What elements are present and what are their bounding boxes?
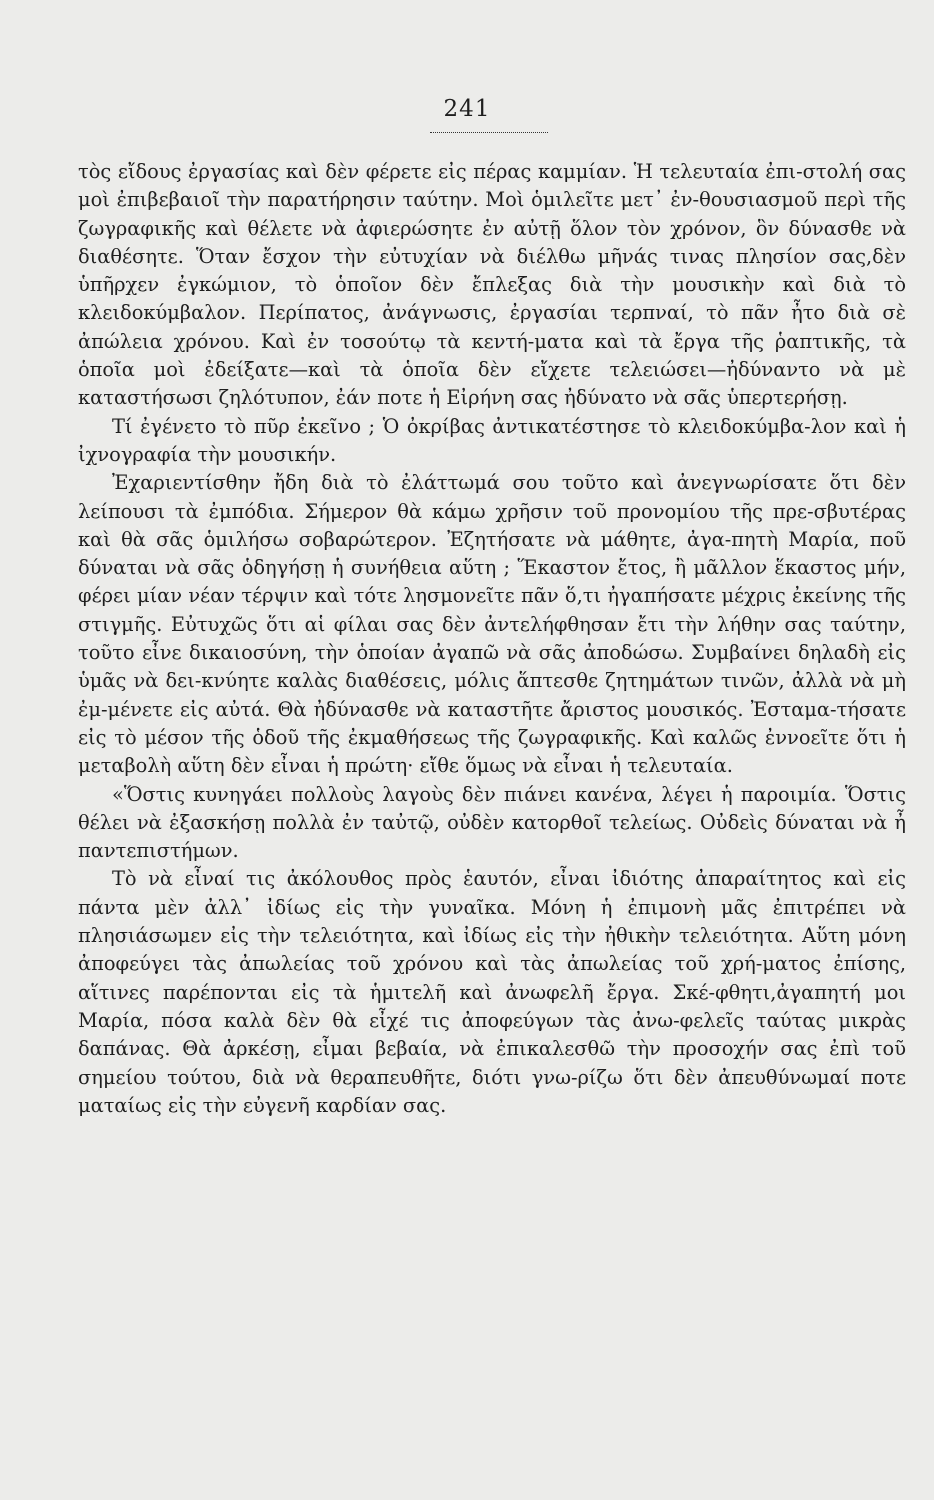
paragraph-1: τὸς εἴδους ἐργασίας καὶ δὲν φέρετε εἰς πέρας καμμίαν. Ἡ τελευταία ἐπι-στολή σας μοὶ ἐπιβεβαιοῖ τὴν παρατήρησιν ταύτην. Μοὶ ὁμιλεῖτε μετ᾽ ἐν-θουσιασμοῦ περὶ τῆς ζωγραφικῆς καὶ θέλετε νὰ ἀφιερώσητε ἐν αὐτῇ ὅλον τὸν χρόνον, ὃν δύνασθε νὰ διαθέσητε. Ὅταν ἔσχον τὴν εὐτυχίαν νὰ διέλθω μῆνάς τινας πλησίον σας,δὲν ὑπῆρχεν ἐγκώμιον, τὸ ὁποῖον δὲν ἔπλεξας διὰ τὴν μουσικὴν καὶ διὰ τὸ κλειδοκύμβαλον. Περίπατος, ἀνάγνωσις, ἐργασίαι τερπναί, τὸ πᾶν ἦτο διὰ σὲ ἀπώλεια χρόνου. Καὶ ἐν τοσούτῳ τὰ κεντή-ματα καὶ τὰ ἔργα τῆς ῥαπτικῆς, τὰ ὁποῖα μοὶ ἐδείξατε—καὶ τὰ ὁποῖα δὲν εἴχετε τελειώσει—ἠδύναντο νὰ μὲ καταστήσωσι ζηλότυπον, ἐάν ποτε ἡ Εἰρήνη σας ἠδύνατο νὰ σᾶς ὑπερτερήσῃ. [78,160,906,410]
paragraph-5: Τὸ νὰ εἶναί τις ἀκόλουθος πρὸς ἑαυτόν, εἶναι ἰδιότης ἀπαραίτητος καὶ εἰς πάντα μὲν ἀλλ᾽ ἰδίως εἰς τὴν γυναῖκα. Μόνη ἡ ἐπιμονὴ μᾶς ἐπιτρέπει νὰ πλησιάσωμεν εἰς τὴν τελειότητα, καὶ ἰδίως εἰς τὴν ἠθικὴν τελειότητα. Αὕτη μόνη ἀποφεύγει τὰς ἀπωλείας τοῦ χρόνου καὶ τὰς ἀπωλείας τοῦ χρή-ματος ἐπίσης, αἵτινες παρέπονται εἰς τὰ ἡμιτελῆ καὶ ἀνωφελῆ ἔργα. Σκέ-φθητι,ἀγαπητή μοι Μαρία, πόσα καλὰ δὲν θὰ εἶχέ τις ἀποφεύγων τὰς ἀνω-φελεῖς ταύτας μικρὰς δαπάνας. Θὰ ἀρκέσῃ, εἶμαι βεβαία, νὰ ἐπικαλεσθῶ τὴν προσοχήν σας ἐπὶ τοῦ σημείου τούτου, διὰ νὰ θεραπευθῆτε, διότι γνω-ρίζω ὅτι δὲν ἀπευθύνωμαί ποτε ματαίως εἰς τὴν εὐγενῆ καρδίαν σας. [78,867,906,1117]
paragraph-2: Τί ἐγένετο τὸ πῦρ ἐκεῖνο ; Ὁ ὀκρίβας ἀντικατέστησε τὸ κλειδοκύμβα-λον καὶ ἡ ἰχνογραφία τὴν μουσικήν. [78,414,906,466]
body-text [78,158,906,1120]
paragraph-3: Ἐχαριεντίσθην ἤδη διὰ τὸ ἐλάττωμά σου τοῦτο καὶ ἀνεγνωρίσατε ὅτι δὲν λείπουσι τὰ ἐμπόδια. Σήμερον θὰ κάμω χρῆσιν τοῦ προνομίου τῆς πρε-σβυτέρας καὶ θὰ σᾶς ὁμιλήσω σοβαρώτερον. Ἐζητήσατε νὰ μάθητε, ἀγα-πητὴ Μαρία, ποῦ δύναται νὰ σᾶς ὁδηγήσῃ ἡ συνήθεια αὕτη ; Ἕκαστον ἔτος, ἢ μᾶλλον ἕκαστος μήν, φέρει μίαν νέαν τέρψιν καὶ τότε λησμονεῖτε πᾶν ὅ,τι ἠγαπήσατε μέχρις ἐκείνης τῆς στιγμῆς. Εὐτυχῶς ὅτι αἱ φίλαι σας δὲν ἀντελήφθησαν ἔτι τὴν λήθην σας ταύτην, τοῦτο εἶνε δικαιοσύνη, τὴν ὁποίαν ἀγαπῶ νὰ σᾶς ἀποδώσω. Συμβαίνει δηλαδὴ εἰς ὑμᾶς νὰ δει-κνύητε καλὰς διαθέσεις, μόλις ἅπτεσθε ζητημάτων τινῶν, ἀλλὰ νὰ μὴ ἐμ-μένετε εἰς αὐτά. Θὰ ἠδύνασθε νὰ καταστῆτε ἄριστος μουσικός. Ἐσταμα-τήσατε εἰς τὸ μέσον τῆς ὁδοῦ τῆς ἐκμαθήσεως τῆς ζωγραφικῆς. Καὶ καλῶς ἐννοεῖτε ὅτι ἡ μεταβολὴ αὕτη δὲν εἶναι ἡ πρώτη· εἴθε ὅμως νὰ εἶναι ἡ τελευταία. [78,471,906,778]
paragraph-4: «Ὅστις κυνηγάει πολλοὺς λαγοὺς δὲν πιάνει κανένα, λέγει ἡ παροιμία. Ὅστις θέλει νὰ ἐξασκήσῃ πολλὰ ἐν ταὐτῷ, οὐδὲν κατορθοῖ τελείως. Οὐδεὶς δύναται νὰ ἦ παντεπιστήμων. [78,782,906,863]
header-rule [430,132,548,133]
page-number: 241 [443,96,491,122]
